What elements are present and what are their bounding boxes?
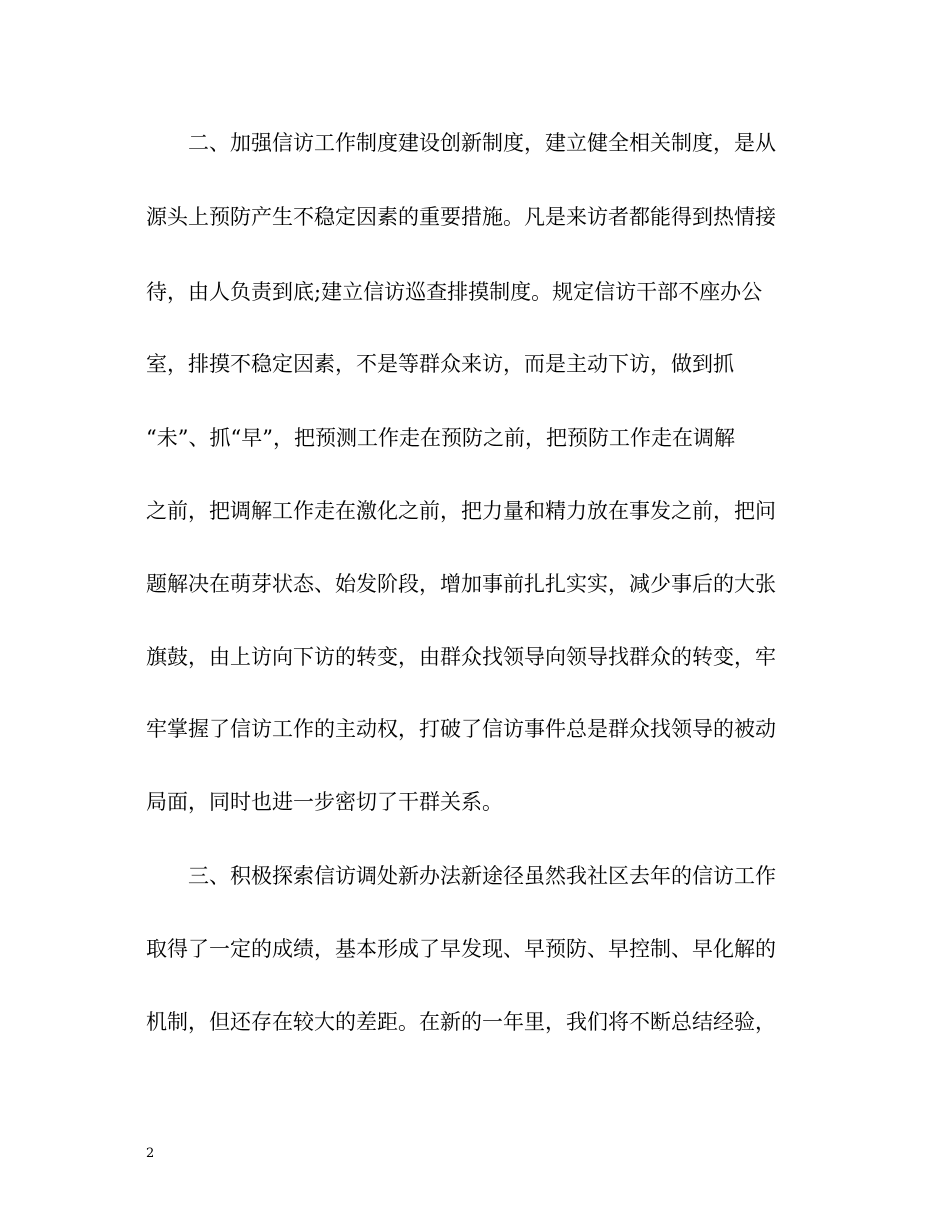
paragraph-line: 待，由人负责到底;建立信访巡查排摸制度。规定信访干部不座办公 xyxy=(146,280,763,304)
paragraph-line: 旗鼓，由上访向下访的转变，由群众找领导向领导找群众的转变，牢 xyxy=(146,645,776,669)
paragraph-line: 牢掌握了信访工作的主动权，打破了信访事件总是群众找领导的被动 xyxy=(146,717,776,741)
paragraph-line: 取得了一定的成绩，基本形成了早发现、早预防、早控制、早化解的 xyxy=(146,937,776,961)
paragraph-line: 机制，但还存在较大的差距。在新的一年里，我们将不断总结经验， xyxy=(146,1010,776,1034)
paragraph-line: 源头上预防产生不稳定因素的重要措施。凡是来访者都能得到热情接 xyxy=(146,205,776,229)
paragraph-line: 局面，同时也进一步密切了干群关系。 xyxy=(146,790,503,814)
page-number: 2 xyxy=(146,1146,155,1161)
paragraph-line: “未”、抓“早”，把预测工作走在预防之前，把预防工作走在调解 xyxy=(146,426,735,450)
paragraph-line: 题解决在萌芽状态、始发阶段，增加事前扎扎实实，减少事后的大张 xyxy=(146,572,776,596)
paragraph-line: 之前，把调解工作走在激化之前，把力量和精力放在事发之前，把问 xyxy=(146,499,776,523)
paragraph-line: 三、积极探索信访调处新办法新途径虽然我社区去年的信访工作 xyxy=(188,864,776,888)
paragraph-line: 二、加强信访工作制度建设创新制度，建立健全相关制度，是从 xyxy=(188,131,776,155)
paragraph-line: 室，排摸不稳定因素，不是等群众来访，而是主动下访，做到抓 xyxy=(146,352,734,376)
